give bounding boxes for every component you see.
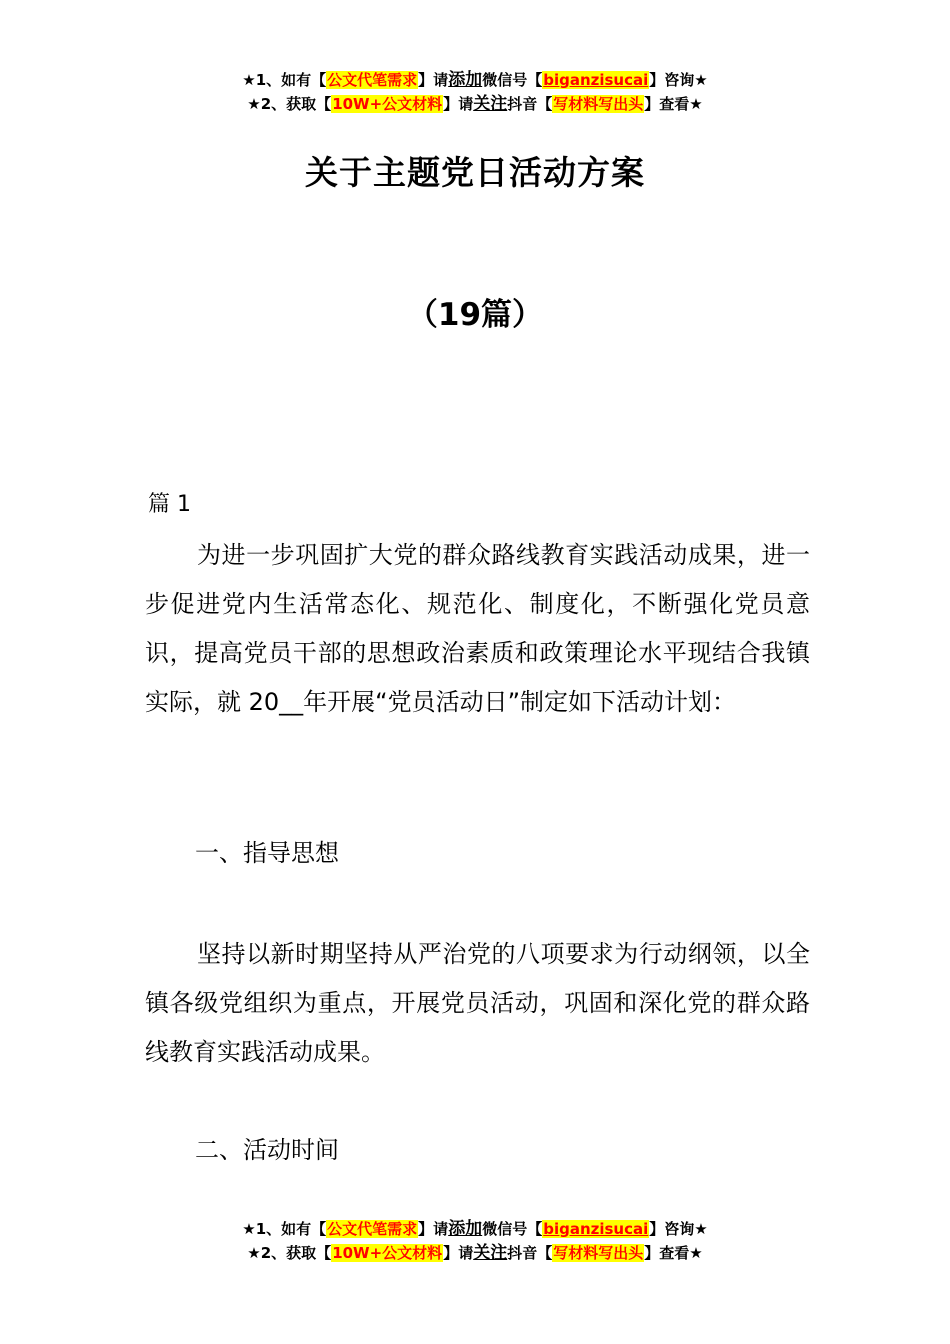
banner-highlight: 公文代笔需求 (327, 71, 418, 89)
banner-text: 】咨询★ (649, 1220, 708, 1238)
banner-emphasis: 添加 (448, 70, 483, 90)
document-title: 关于主题党日活动方案 (305, 153, 645, 192)
banner-line-2 (0, 1241, 950, 1265)
header-banner (0, 68, 950, 116)
banner-emphasis: 关注 (473, 94, 508, 114)
banner-text: ★1、如有【 (242, 1220, 327, 1238)
banner-text: ★2、获取【 (247, 95, 332, 113)
banner-text: 】查看★ (644, 1244, 703, 1262)
banner-text: 微信号【 (482, 1220, 543, 1238)
document-count: （19篇） (406, 297, 544, 333)
banner-highlight: 写材料写出头 (553, 1244, 644, 1262)
banner-emphasis: 添加 (448, 1219, 483, 1239)
banner-highlight: 公文代笔需求 (327, 1220, 418, 1238)
banner-emphasis: 关注 (473, 1243, 508, 1263)
banner-highlight: 写材料写出头 (553, 95, 644, 113)
piece-label: 篇 1 (148, 492, 191, 517)
banner-text: 】请 (443, 1244, 474, 1262)
banner-highlight: 10W+公文材料 (332, 95, 443, 113)
paragraph-intro: 为进一步巩固扩大党的群众路线教育实践活动成果，进一步促进党内生活常态化、规范化、制度化，不断强化党员意识，提高党员干部的思想政治素质和政策理论水平现结合我镇实际，就 20__年开展“党员活动日”制定如下活动计划： (145, 541, 810, 716)
banner-text: 】请 (418, 1220, 449, 1238)
paragraph-guiding-ideology: 坚持以新时期坚持从严治党的八项要求为行动纲领，以全镇各级党组织为重点，开展党员活动，巩固和深化党的群众路线教育实践活动成果。 (145, 940, 810, 1066)
footer-banner (0, 1217, 950, 1265)
banner-text: 】请 (418, 71, 449, 89)
section-heading-guiding-ideology: 一、指导思想 (195, 839, 339, 867)
banner-line-1 (0, 1217, 950, 1241)
banner-text: 】咨询★ (649, 71, 708, 89)
wechat-id-link[interactable]: biganzisucai (543, 71, 649, 89)
banner-text: 微信号【 (482, 71, 543, 89)
banner-text: ★2、获取【 (247, 1244, 332, 1262)
wechat-id-link[interactable]: biganzisucai (543, 1220, 649, 1238)
banner-highlight: 10W+公文材料 (332, 1244, 443, 1262)
banner-text: 抖音【 (507, 1244, 553, 1262)
banner-line-2 (0, 92, 950, 116)
banner-text: 】请 (443, 95, 474, 113)
banner-text: 抖音【 (507, 95, 553, 113)
banner-text: ★1、如有【 (242, 71, 327, 89)
section-heading-activity-time: 二、活动时间 (195, 1136, 339, 1164)
banner-line-1 (0, 68, 950, 92)
banner-text: 】查看★ (644, 95, 703, 113)
